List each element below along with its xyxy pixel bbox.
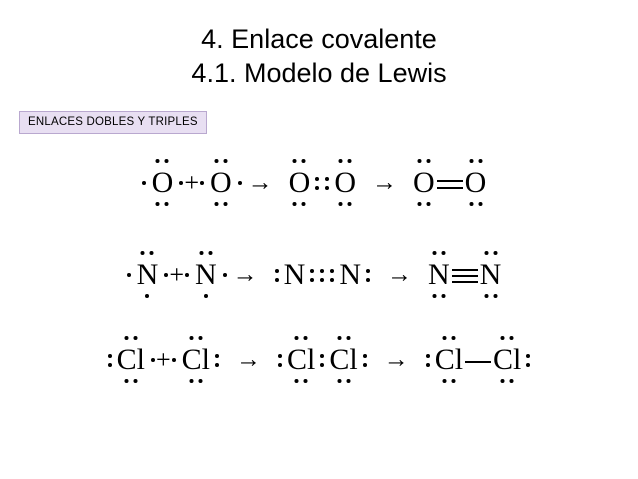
- single-electron-right-icon: [223, 273, 227, 277]
- atom-oxygen-left-2: [208, 168, 234, 198]
- atom-symbol: O: [151, 166, 174, 199]
- atom-oxygen-mid-2: [332, 168, 358, 198]
- single-electron-left-icon: [127, 273, 131, 277]
- atom-symbol: Cl: [116, 343, 145, 376]
- title-line-1: 4. Enlace covalente: [201, 24, 437, 54]
- arrow-operator: →: [372, 169, 397, 196]
- equation-row-nitrogen: [0, 240, 638, 310]
- lone-pair-top-icon: [337, 336, 350, 340]
- single-electron-right-icon: [238, 181, 242, 185]
- atom-chlorine-left-1-group: [105, 345, 147, 375]
- atom-symbol: Cl: [181, 343, 210, 376]
- atom-symbol: Cl: [329, 343, 358, 376]
- atom-nitrogen-mid-2: [337, 260, 363, 290]
- atom-nitrogen-left-2: [193, 260, 219, 290]
- atom-chlorine-left-1: [115, 345, 147, 375]
- atom-symbol: N: [479, 258, 502, 291]
- single-electron-right-icon: [164, 273, 168, 277]
- lone-pair-bottom-icon: [417, 202, 430, 206]
- atom-oxygen-left-1: [150, 168, 176, 198]
- lone-pair-outer-icon: [212, 345, 222, 375]
- lone-pair-top-icon: [199, 251, 212, 255]
- lone-pair-bottom-icon: [484, 294, 497, 298]
- lone-pair-top-icon: [417, 159, 430, 163]
- lone-pair-top-icon: [141, 251, 154, 255]
- atom-chlorine-right-2: [491, 345, 523, 375]
- single-electron-right-icon: [179, 181, 183, 185]
- lone-pair-bottom-icon: [124, 379, 137, 383]
- shared-pair-icon: [317, 345, 327, 375]
- atom-symbol: N: [283, 258, 306, 291]
- lone-pair-bottom-icon: [295, 379, 308, 383]
- lone-pair-outer-icon: [272, 260, 282, 290]
- molecule-oxygen-shared: [287, 168, 358, 198]
- lone-pair-bottom-icon: [189, 379, 202, 383]
- lone-pair-bottom-icon: [214, 202, 227, 206]
- lone-pair-top-icon: [339, 159, 352, 163]
- lone-pair-top-icon: [432, 251, 445, 255]
- atom-symbol: O: [209, 166, 232, 199]
- single-electron-bottom-icon: [145, 294, 149, 298]
- lone-pair-bottom-icon: [501, 379, 514, 383]
- arrow-operator: →: [232, 261, 258, 288]
- molecule-nitrogen-shared: [272, 260, 373, 290]
- lone-pair-top-icon: [293, 159, 306, 163]
- arrow-operator: →: [387, 261, 412, 288]
- atom-nitrogen-left-1: [135, 260, 161, 290]
- atom-oxygen-right-1: [411, 168, 437, 198]
- atom-symbol: N: [428, 258, 450, 291]
- molecule-chlorine-single-bond: [423, 345, 534, 375]
- single-electron-right-icon: [151, 358, 155, 362]
- lone-pair-bottom-icon: [293, 202, 306, 206]
- atom-symbol: Cl: [493, 343, 522, 376]
- lone-pair-bottom-icon: [337, 379, 350, 383]
- equation-row-oxygen: [0, 148, 638, 218]
- lone-pair-top-icon: [214, 159, 227, 163]
- lone-pair-top-icon: [295, 336, 308, 340]
- lone-pair-bottom-icon: [432, 294, 445, 298]
- status-badge: ENLACES DOBLES Y TRIPLES: [19, 111, 207, 134]
- single-electron-left-icon: [142, 181, 146, 185]
- single-electron-bottom-icon: [204, 294, 208, 298]
- lone-pair-outer-icon: [275, 345, 285, 375]
- lone-pair-bottom-icon: [156, 202, 169, 206]
- shared-pair-icon: [312, 168, 322, 198]
- page-title: [0, 22, 638, 90]
- atom-chlorine-left-2: [180, 345, 212, 375]
- shared-pair-icon: [317, 260, 327, 290]
- shared-pair-icon: [327, 260, 337, 290]
- atom-nitrogen-mid-1: [282, 260, 308, 290]
- single-electron-left-icon: [172, 358, 176, 362]
- lone-pair-bottom-icon: [442, 379, 455, 383]
- triple-bond-icon: [452, 260, 478, 290]
- arrow-operator: →: [247, 169, 273, 196]
- lone-pair-bottom-icon: [339, 202, 352, 206]
- shared-pair-icon: [322, 168, 332, 198]
- atom-oxygen-right-2: [463, 168, 489, 198]
- atom-oxygen-mid-1: [287, 168, 313, 198]
- atom-chlorine-mid-1: [285, 345, 317, 375]
- atom-symbol: O: [288, 166, 311, 199]
- molecule-oxygen-double-bond: [411, 168, 488, 198]
- lone-pair-top-icon: [442, 336, 455, 340]
- single-bond-icon: [465, 345, 491, 375]
- molecule-nitrogen-triple-bond: [426, 260, 503, 290]
- atom-nitrogen-right-2: [478, 260, 504, 290]
- atom-chlorine-right-1: [433, 345, 465, 375]
- lone-pair-top-icon: [124, 336, 137, 340]
- lone-pair-top-icon: [501, 336, 514, 340]
- title-line-2: 4.1. Modelo de Lewis: [191, 58, 447, 88]
- atom-symbol: N: [339, 258, 361, 291]
- lone-pair-top-icon: [189, 336, 202, 340]
- lone-pair-outer-icon: [360, 345, 370, 375]
- double-bond-icon: [437, 168, 463, 198]
- plus-operator: +: [169, 260, 184, 289]
- lone-pair-outer-icon: [523, 345, 533, 375]
- atom-symbol: N: [194, 258, 217, 291]
- lone-pair-top-icon: [156, 159, 169, 163]
- arrow-operator: →: [383, 346, 409, 373]
- atom-symbol: O: [334, 166, 356, 199]
- atom-chlorine-mid-2: [327, 345, 359, 375]
- lone-pair-top-icon: [469, 159, 482, 163]
- equation-row-chlorine: [0, 325, 638, 395]
- single-electron-left-icon: [200, 181, 204, 185]
- single-electron-left-icon: [185, 273, 189, 277]
- plus-operator: +: [155, 345, 171, 374]
- atom-symbol: Cl: [434, 343, 464, 376]
- atom-symbol: O: [413, 166, 435, 199]
- atom-chlorine-left-2-group: [180, 345, 222, 375]
- lone-pair-outer-icon: [363, 260, 373, 290]
- molecule-chlorine-shared: [275, 345, 370, 375]
- shared-pair-icon: [307, 260, 317, 290]
- lone-pair-top-icon: [484, 251, 497, 255]
- atom-symbol: N: [136, 258, 159, 291]
- lone-pair-outer-icon: [423, 345, 433, 375]
- lone-pair-bottom-icon: [469, 202, 482, 206]
- atom-nitrogen-right-1: [426, 260, 452, 290]
- plus-operator: +: [184, 168, 199, 197]
- lone-pair-outer-icon: [105, 345, 115, 375]
- arrow-operator: →: [235, 346, 261, 373]
- atom-symbol: O: [464, 166, 487, 199]
- atom-symbol: Cl: [286, 343, 316, 376]
